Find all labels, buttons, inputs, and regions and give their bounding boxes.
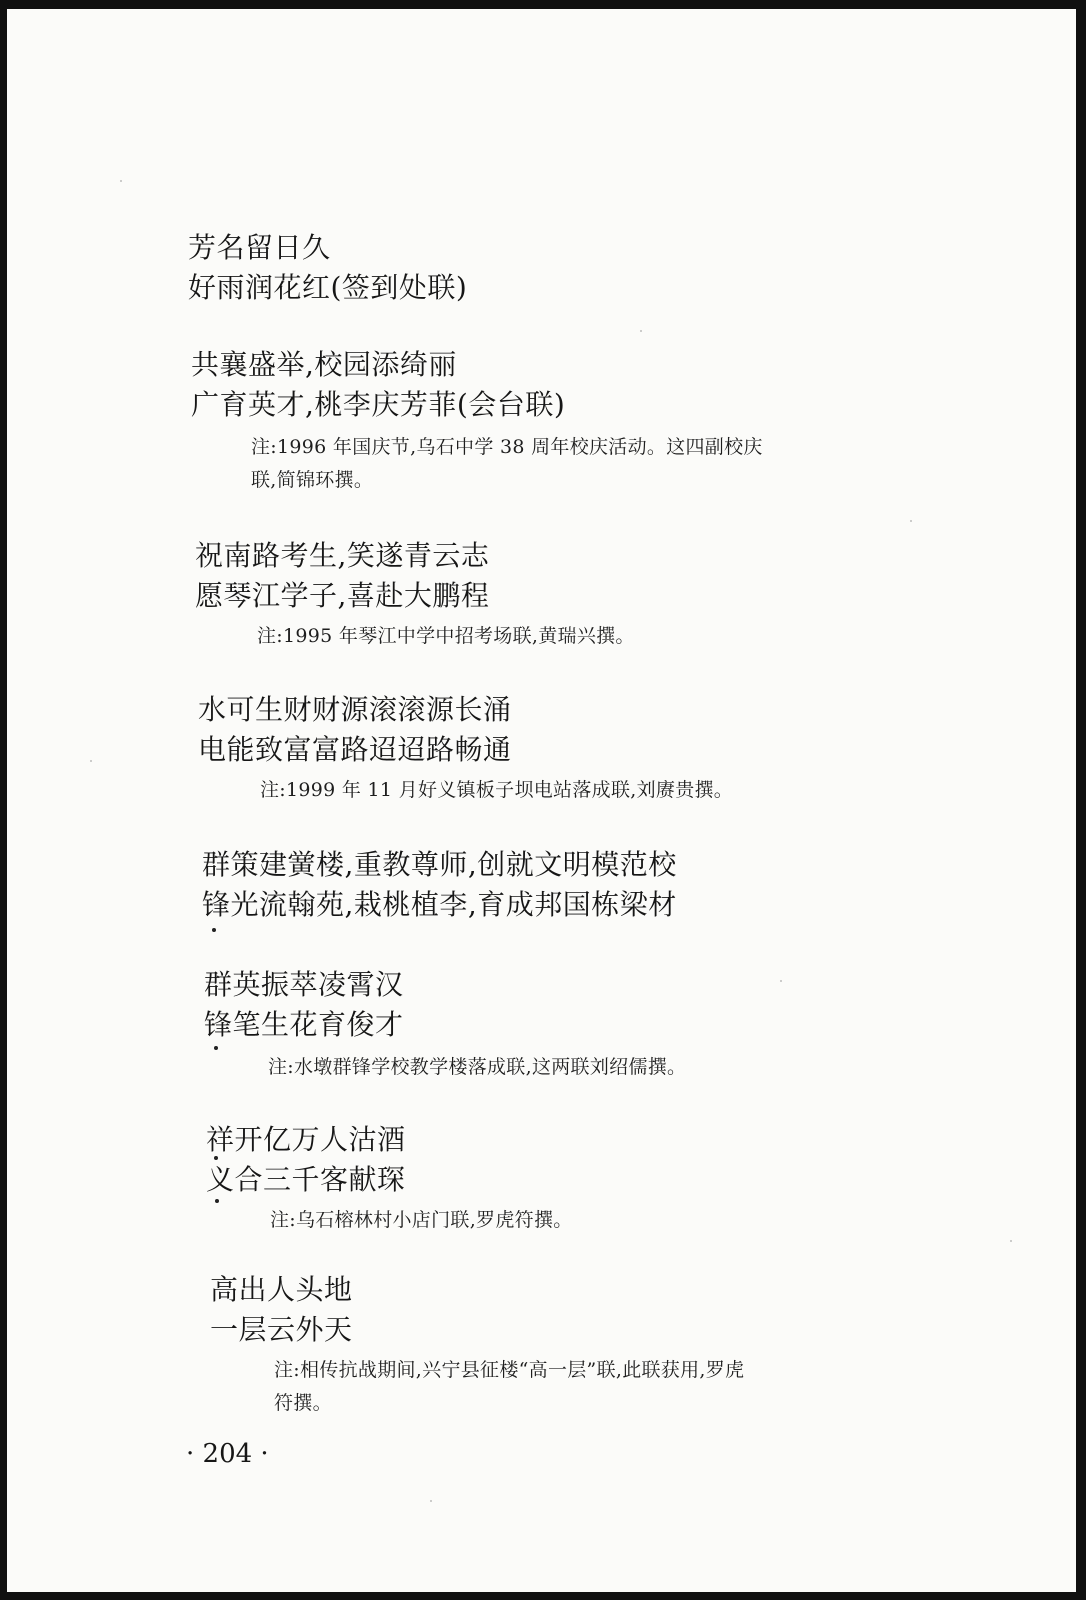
page-number: · 204 · [186,1439,269,1469]
couplet-5-line-2: 锋光流翰苑,栽桃植李,育成邦国栋梁材 [202,888,677,921]
couplet-4 [198,690,733,807]
couplet-1-line-2: 好雨润花红(签到处联) [188,271,468,304]
couplet-6-line-2: 锋笔生花育俊才 [204,1008,404,1041]
couplet-7-line-1: 祥开亿万人沽酒 [206,1123,406,1156]
couplet-1 [188,228,467,308]
emphasis-dot [214,1046,218,1050]
emphasis-dot [215,1199,219,1203]
couplet-5 [202,845,677,925]
scan-border-left [0,0,7,1600]
couplet-2-line-1: 共襄盛举,校园添绮丽 [191,348,457,381]
couplet-2-line-2: 广育英才,桃李庆芳菲(会台联) [191,388,566,421]
couplet-3-line-1: 祝南路考生,笑遂青云志 [195,539,490,572]
scan-speck [910,520,912,522]
couplet-3-line-2: 愿琴江学子,喜赴大鹏程 [195,579,490,612]
couplet-7-note-line-1: 注:乌石榕林村小店门联,罗虎符撰。 [270,1209,573,1231]
couplet-4-line-1: 水可生财财源滚滚源长涌 [198,693,512,726]
couplet-6-line-1: 群英振萃凌霄汉 [204,968,404,1001]
couplet-2-note-line-1: 注:1996 年国庆节,乌石中学 38 周年校庆活动。这四副校庆 [251,436,763,458]
couplet-7-line-2: 义合三千客献琛 [206,1163,406,1196]
scan-speck [120,180,122,182]
couplet-8-line-2: 一层云外天 [210,1313,353,1346]
couplet-1-line-1: 芳名留日久 [188,231,331,264]
couplet-4-note-line-1: 注:1999 年 11 月好义镇板子坝电站落成联,刘赓贵撰。 [260,779,734,801]
couplet-3 [195,536,635,653]
scan-speck [780,980,782,982]
couplet-8-note-line-2: 符撰。 [274,1392,332,1414]
scan-speck [90,760,92,762]
couplet-3-note-line-1: 注:1995 年琴江中学中招考场联,黄瑞兴撰。 [257,625,635,647]
couplet-8 [210,1270,744,1420]
scan-border-bottom [0,1592,1086,1600]
couplet-4-line-2: 电能致富富路迢迢路畅通 [198,733,512,766]
emphasis-dot [214,1156,218,1160]
scan-border-right [1076,0,1086,1600]
couplet-2-note-line-2: 联,简锦环撰。 [251,469,374,491]
couplet-5-line-1: 群策建黉楼,重教尊师,创就文明模范校 [202,848,677,881]
couplet-2 [191,345,763,497]
emphasis-dot [212,928,216,932]
couplet-6 [204,965,686,1084]
couplet-8-note-line-1: 注:相传抗战期间,兴宁县征楼“高一层”联,此联获用,罗虎 [274,1359,745,1381]
couplet-7 [206,1120,573,1237]
scan-speck [430,1500,432,1502]
couplet-6-note-line-1: 注:水墩群锋学校教学楼落成联,这两联刘绍儒撰。 [268,1056,687,1078]
scan-speck [1010,1240,1012,1242]
scan-speck [640,330,642,332]
scan-border-top [0,0,1086,9]
couplet-8-line-1: 高出人头地 [210,1273,353,1306]
